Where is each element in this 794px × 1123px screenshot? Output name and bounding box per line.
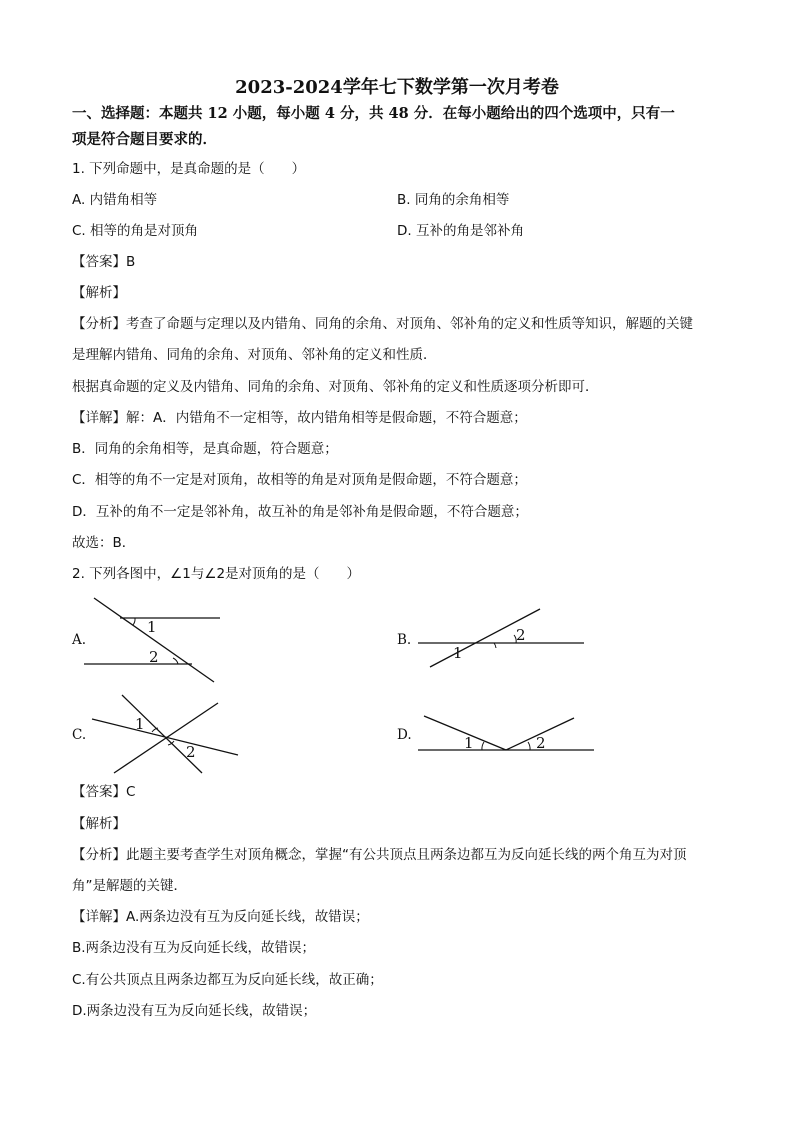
q2-d-angle2-label: 2	[536, 734, 546, 752]
q2-a-angle1-label: 1	[147, 618, 157, 636]
q2-a-angle2-label: 2	[149, 648, 159, 666]
q2-label-d: D.	[397, 727, 412, 743]
q2-b-angle1-label: 1	[453, 644, 463, 662]
q2-figure-c	[90, 693, 242, 775]
q2-figure-b	[416, 607, 588, 673]
q1-detail-c: C．相等的角不一定是对顶角，故相等的角是对顶角是假命题，不符合题意；	[72, 472, 527, 488]
section-heading-line1: 一、选择题：本题共 12 小题，每小题 4 分，共 48 分．在每小题给出的四个选项中，只有一	[72, 105, 675, 122]
q2-answer: 【答案】C	[72, 784, 136, 800]
q1-option-d: D. 互补的角是邻补角	[397, 223, 524, 239]
q2-d-angle1-label: 1	[464, 734, 474, 752]
section-heading-line2: 项是符合题目要求的．	[72, 131, 217, 148]
q2-analysis-tag: 【解析】	[72, 816, 126, 832]
q1-analysis-tag: 【解析】	[72, 285, 126, 301]
q2-fenxi-line2: 角”是解题的关键．	[72, 878, 187, 894]
q2-figure-a	[80, 596, 225, 688]
q1-fenxi-line1: 【分析】考查了命题与定理以及内错角、同角的余角、对顶角、邻补角的定义和性质等知识，解题的关键	[72, 316, 693, 332]
q2-detail-c: C.有公共顶点且两条边都互为反向延长线，故正确；	[72, 972, 383, 988]
q2-b-angle2-label: 2	[516, 626, 526, 644]
q1-detail-b: B．同角的余角相等，是真命题，符合题意；	[72, 441, 338, 457]
q2-c-angle2-label: 2	[186, 743, 196, 761]
q1-answer: 【答案】B	[72, 254, 136, 270]
q2-figure-d	[416, 714, 596, 754]
q1-stem: 1. 下列命题中，是真命题的是（ ）	[72, 161, 306, 177]
q1-option-c: C. 相等的角是对顶角	[72, 223, 199, 239]
q2-label-b: B.	[397, 632, 412, 648]
q1-detail-a: 【详解】解：A．内错角不一定相等，故内错角相等是假命题，不符合题意；	[72, 410, 527, 426]
q1-option-b: B. 同角的余角相等	[397, 192, 510, 208]
q2-label-a: A.	[72, 632, 87, 648]
q2-detail-a: 【详解】A.两条边没有互为反向延长线，故错误；	[72, 909, 369, 925]
q2-detail-b: B.两条边没有互为反向延长线，故错误；	[72, 940, 316, 956]
q2-stem: 2. 下列各图中，∠1与∠2是对顶角的是（ ）	[72, 566, 361, 582]
q2-label-c: C.	[72, 727, 87, 743]
q1-fenxi-line3: 根据真命题的定义及内错角、同角的余角、对顶角、邻补角的定义和性质逐项分析即可．	[72, 379, 599, 395]
q2-c-angle1-label: 1	[135, 715, 145, 733]
q2-detail-d: D.两条边没有互为反向延长线，故错误；	[72, 1003, 317, 1019]
q2-fenxi-line1: 【分析】此题主要考查学生对顶角概念，掌握“有公共顶点且两条边都互为反向延长线的两个角互为对顶	[72, 847, 687, 863]
q1-option-a: A. 内错角相等	[72, 192, 158, 208]
page-title: 2023-2024学年七下数学第一次月考卷	[235, 77, 559, 98]
q1-conclusion: 故选：B．	[72, 535, 136, 551]
q1-fenxi-line2: 是理解内错角、同角的余角、对顶角、邻补角的定义和性质．	[72, 347, 437, 363]
q1-detail-d: D．互补的角不一定是邻补角，故互补的角是邻补角是假命题，不符合题意；	[72, 504, 528, 520]
